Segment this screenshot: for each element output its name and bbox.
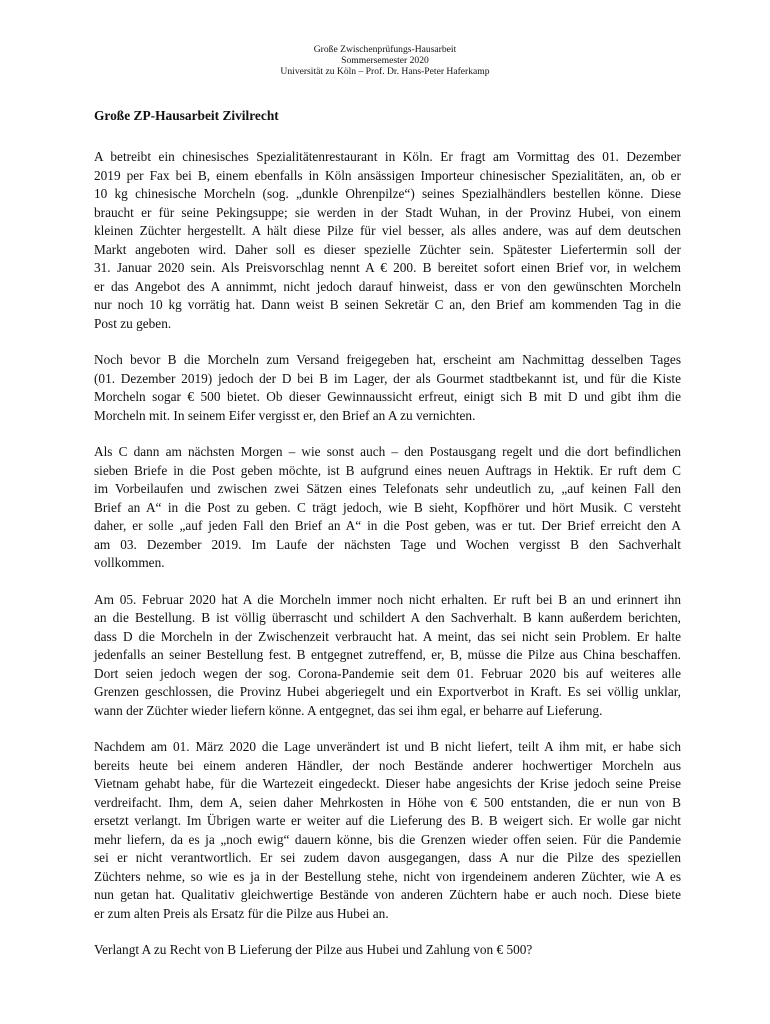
paragraph-line: am 03. Dezember 2019. Im Laufe der nächsten Tage und Wochen vergisst B den Sachverhalt: [94, 536, 681, 552]
paragraph-line: 31. Januar 2020 sein. Als Preisvorschlag nennt A € 200. B bereitet sofort einen Brief vor, in welchem: [94, 260, 681, 275]
paragraph-line: vollkommen.: [94, 555, 165, 570]
document-title: Große ZP-Hausarbeit Zivilrecht: [94, 108, 279, 123]
paragraph-line: kleinen Züchter hergestellt. A hält diese Pilze für viel besser, als alles andere, was auf dem deutschen: [94, 223, 681, 238]
paragraph-line: Dort seien jedoch wegen der sog. Corona-Pandemie seit dem 01. Februar 2020 bis auf weiteres alle: [94, 665, 681, 681]
paragraph-line: sieben Briefe in die Post geben möchte, ist B aufgrund eines neuen Auftrags in Hektik. Er ruft dem C: [94, 462, 681, 478]
paragraph-line: jedenfalls an seiner Bestellung fest. B entgegnet zutreffend, er, B, müsse die Pilze aus China beschaffen.: [94, 647, 681, 662]
paragraph-line: Grenzen geschlossen, die Provinz Hubei abgeriegelt und ein Exportverbot in Kraft. Es sei völlig unklar,: [94, 684, 681, 699]
paragraph-line: 10 kg chinesische Morcheln (sog. „dunkle Ohrenpilze“) seines Spezialhändlers bestellen könne. Diese: [94, 186, 681, 201]
paragraph-line: nur noch 10 kg vorrätig hat. Dann weist B seinen Sekretär C an, den Brief am kommenden Tag in die: [94, 297, 681, 312]
header-line-1: Große Zwischenprüfungs-Hausarbeit: [313, 44, 457, 55]
paragraph: [94, 591, 681, 721]
paragraph-line: Als C dann am nächsten Morgen – wie sonst auch – den Postausgang regelt und die dort befindlichen: [94, 444, 681, 459]
paragraph-line: mehr liefern, da es ja „noch ewig“ dauern könne, bis die Grenzen wieder offen seien. Für die Pandemie: [94, 831, 681, 847]
paragraph-line: Morcheln mit. In seinem Eifer vergisst er, den Brief an A zu vernichten.: [94, 407, 476, 423]
paragraph-line: dass D die Morcheln in der Zwischenzeit verbraucht hat. A meint, das sei nicht sein Problem. Er halte: [94, 628, 681, 644]
paragraph-list: [94, 148, 681, 923]
document-body: [94, 108, 681, 960]
paragraph-line: daher, er solle „auf jeden Fall den Brief an A“ in die Post geben, was er tut. Der Brief erreicht den A: [94, 518, 681, 533]
paragraph: [94, 738, 681, 923]
paragraph-line: Post zu geben.: [94, 315, 172, 331]
paragraph-line: wann der Züchter wieder liefern könne. A entgegnet, das sei ihm egal, er beharre auf Lieferung.: [94, 702, 603, 718]
paragraph-line: Am 05. Februar 2020 hat A die Morcheln immer noch nicht erhalten. Er ruft bei B an und erinnert ihn: [94, 591, 681, 607]
paragraph-line: (01. Dezember 2019) jedoch der D bei B im Lager, der als Gourmet stadtbekannt ist, und für die Kiste: [94, 370, 681, 386]
paragraph-line: er das Angebot des A annimmt, nicht jedoch darauf hinweist, dass er von den gewünschten Morcheln: [94, 278, 681, 294]
paragraph-line: Züchters nehme, so wie es ja in der Bestellung stehe, nicht von irgendeinem anderen Züchter, wie A es: [94, 868, 681, 884]
paragraph-line: Noch bevor B die Morcheln zum Versand freigegeben hat, erscheint am Nachmittag desselben Tages: [94, 352, 681, 367]
paragraph-line: Markt angeboten wird. Daher soll es dieser spezielle Züchter sein. Spätester Liefertermin soll der: [94, 241, 681, 257]
paragraph-line: er zum alten Preis als Ersatz für die Pilze aus Hubei an.: [94, 905, 389, 921]
case-question: Verlangt A zu Recht von B Lieferung der Pilze aus Hubei und Zahlung von € 500?: [94, 942, 533, 957]
paragraph-line: braucht er für seine Pekingsuppe; sie werden in der Stadt Wuhan, in der Provinz Hubei, von einem: [94, 204, 681, 220]
document-header: [0, 44, 770, 77]
paragraph-line: bereits heute bei einem anderen Händler, der noch Bestände anderer hochwertiger Morcheln aus: [94, 757, 681, 773]
header-line-3: Universität zu Köln – Prof. Dr. Hans-Peter Haferkamp: [280, 66, 490, 77]
paragraph-line: Vietnam gehabt habe, für die Wartezeit eingedeckt. Dieser habe angesichts der Krise jedoch seine Preise: [94, 776, 681, 791]
paragraph-line: Morcheln sogar € 500 bietet. Ob dieser Gewinnaussicht erfreut, einigt sich B mit D und gibt ihm die: [94, 389, 681, 404]
paragraph-line: an die Bestellung. B ist völlig überrascht und schildert A den Sachverhalt. B kann außerdem berichten,: [94, 610, 681, 625]
paragraph-line: Brief an A“ in die Post zu geben. C trägt jedoch, wie B sieht, Kopfhörer und hört Musik. C versteht: [94, 499, 681, 515]
paragraph-line: sei er nicht verantwortlich. Er sei zudem davon ausgegangen, dass A nur die Pilze des speziellen: [94, 850, 681, 865]
paragraph-line: 2019 per Fax bei B, einem ebenfalls in Köln ansässigen Importeur chinesischer Spezialitäten, an, ob er: [94, 167, 681, 183]
paragraph: [94, 351, 681, 425]
paragraph-line: im Vorbeilaufen und zwischen zwei Sätzen eines Telefonats sehr undeutlich zu, „auf keinen Fall den: [94, 481, 681, 496]
paragraph: [94, 443, 681, 573]
paragraph-line: ersetzt verlangt. Im Übrigen warte er weiter auf die Lieferung des B. B weigert sich. Er wolle gar nicht: [94, 813, 681, 828]
paragraph-line: Nachdem am 01. März 2020 die Lage unverändert ist und B nicht liefert, teilt A ihm mit, er habe sich: [94, 739, 681, 754]
header-line-2: Sommersemester 2020: [341, 55, 429, 66]
paragraph-line: nun getan hat. Qualitativ gleichwertige Bestände von anderen Züchtern habe er auch noch. Diese biete: [94, 887, 681, 902]
paragraph-line: A betreibt ein chinesisches Spezialitätenrestaurant in Köln. Er fragt am Vormittag des 01. Dezember: [94, 149, 681, 164]
paragraph-line: verdreifacht. Ihm, dem A, seien daher Mehrkosten in Höhe von € 500 entstanden, die er nun von B: [94, 794, 681, 810]
paragraph: [94, 148, 681, 333]
